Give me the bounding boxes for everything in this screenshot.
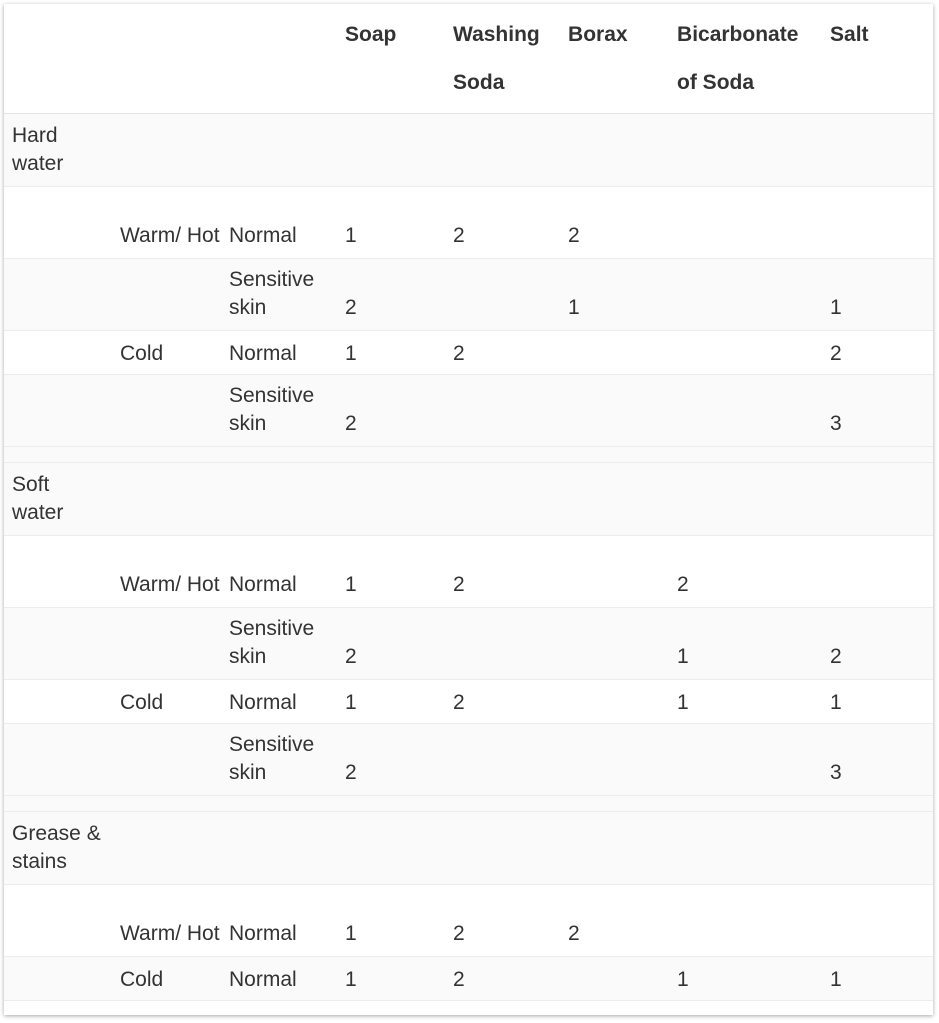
borax-value — [560, 374, 669, 446]
group-label — [4, 811, 933, 884]
type-cell: Normal — [229, 572, 297, 596]
washing-soda-value — [445, 374, 560, 446]
temp-cell: Cold — [120, 341, 164, 365]
type-cell: Normal — [229, 223, 297, 247]
bicarbonate-value — [669, 258, 822, 330]
washing-soda-value — [445, 258, 560, 330]
washing-soda-value: 2 — [453, 341, 465, 365]
washing-soda-value: 2 — [453, 921, 465, 945]
group-spacer — [4, 795, 933, 811]
washing-soda-value: 2 — [453, 967, 465, 991]
bicarbonate-value: 1 — [677, 690, 689, 714]
borax-value — [560, 723, 669, 795]
borax-value — [560, 956, 669, 1000]
header-soap: Soap — [345, 23, 397, 46]
salt-value: 2 — [830, 644, 842, 668]
bicarbonate-value: 2 — [677, 572, 689, 596]
header-salt: Salt — [830, 23, 869, 46]
salt-value: 1 — [830, 690, 842, 714]
salt-value — [822, 535, 933, 607]
bicarbonate-value — [669, 374, 822, 446]
salt-value — [822, 186, 933, 258]
table-row — [4, 374, 933, 446]
temp-cell — [112, 374, 221, 446]
header-bicarbonate-of-soda: Bicarbonate of Soda — [677, 23, 799, 94]
type-cell: Normal — [229, 921, 297, 945]
bicarbonate-value: 1 — [677, 644, 689, 668]
soap-value: 1 — [345, 223, 357, 247]
group-label — [4, 113, 933, 186]
washing-soda-value — [445, 723, 560, 795]
group-label — [4, 462, 933, 535]
table-row — [4, 258, 933, 330]
header-row — [4, 4, 933, 113]
group-name-grease-stains: Grease & stains — [12, 821, 101, 873]
type-cell: Sensitive skin — [229, 383, 315, 435]
bicarbonate-value — [669, 330, 822, 374]
table-row — [4, 330, 933, 374]
salt-value: 2 — [830, 341, 842, 365]
borax-value — [560, 535, 669, 607]
group-name-hard-water: Hard water — [12, 123, 64, 175]
bicarbonate-value — [669, 186, 822, 258]
bicarbonate-value — [669, 723, 822, 795]
temp-cell: Warm/ Hot — [120, 921, 220, 945]
table-row — [4, 679, 933, 723]
temp-cell: Warm/ Hot — [120, 572, 220, 596]
salt-value: 1 — [830, 295, 842, 319]
temp-cell: Warm/ Hot — [120, 223, 220, 247]
washing-soda-value: 2 — [453, 223, 465, 247]
type-cell: Sensitive skin — [229, 732, 315, 784]
temp-cell — [112, 723, 221, 795]
type-cell: Sensitive skin — [229, 616, 315, 668]
table-row — [4, 884, 933, 956]
group-row-soft-water — [4, 462, 933, 535]
group-name-soft-water: Soft water — [12, 472, 64, 524]
temp-cell — [112, 258, 221, 330]
laundry-table-card — [4, 4, 933, 1015]
borax-value — [560, 607, 669, 679]
salt-value: 1 — [830, 967, 842, 991]
borax-value — [560, 679, 669, 723]
borax-value: 2 — [568, 921, 580, 945]
soap-value: 2 — [345, 411, 357, 435]
borax-value — [560, 330, 669, 374]
bicarbonate-value: 1 — [677, 967, 689, 991]
group-spacer — [4, 446, 933, 462]
header-washing-soda: Washing Soda — [453, 23, 540, 94]
soap-value: 2 — [345, 644, 357, 668]
soap-value: 1 — [345, 921, 357, 945]
group-row-hard-water — [4, 113, 933, 186]
soap-value: 1 — [345, 572, 357, 596]
washing-soda-value: 2 — [453, 572, 465, 596]
borax-value: 1 — [568, 295, 580, 319]
group-row-grease-stains — [4, 811, 933, 884]
laundry-mix-table — [4, 4, 933, 1001]
type-cell: Sensitive skin — [229, 267, 315, 319]
salt-value: 3 — [830, 411, 842, 435]
bicarbonate-value — [669, 884, 822, 956]
type-cell: Normal — [229, 341, 297, 365]
soap-value: 1 — [345, 967, 357, 991]
washing-soda-value — [445, 607, 560, 679]
salt-value — [822, 884, 933, 956]
header-empty — [4, 4, 337, 113]
soap-value: 2 — [345, 760, 357, 784]
temp-cell — [112, 607, 221, 679]
header-borax: Borax — [568, 23, 628, 46]
soap-value: 1 — [345, 690, 357, 714]
washing-soda-value: 2 — [453, 690, 465, 714]
table-row — [4, 723, 933, 795]
temp-cell: Cold — [120, 690, 164, 714]
table-row — [4, 956, 933, 1000]
salt-value: 3 — [830, 760, 842, 784]
table-row — [4, 607, 933, 679]
borax-value: 2 — [568, 223, 580, 247]
type-cell: Normal — [229, 690, 297, 714]
table-row — [4, 535, 933, 607]
type-cell: Normal — [229, 967, 297, 991]
soap-value: 2 — [345, 295, 357, 319]
table-row — [4, 186, 933, 258]
soap-value: 1 — [345, 341, 357, 365]
temp-cell: Cold — [120, 967, 164, 991]
